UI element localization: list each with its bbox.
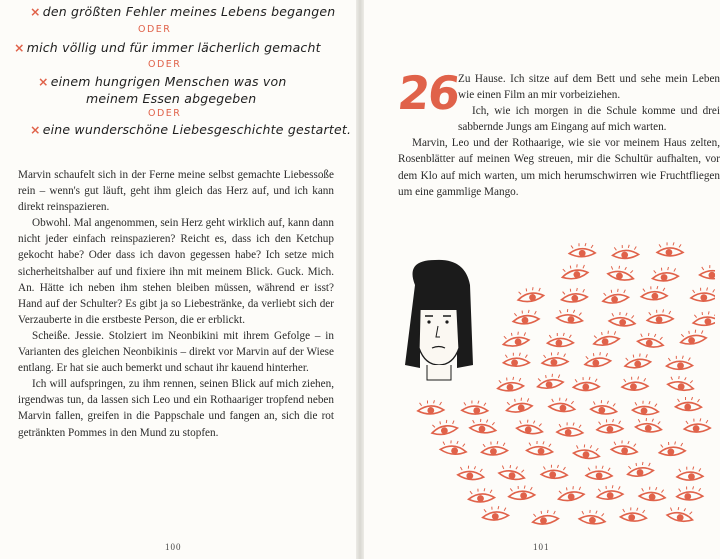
eye-icon [632,400,659,415]
paragraph: Scheiße. Jessie. Stolziert im Neonbikini mit ihrem Gefolge – in Varianten des gleichen Neonbikinis – direkt vor Marvin auf der Wiese entlang. Er hat sie auch bemerkt und schaut ihr kauend hinterher. [18,329,334,375]
eye-icon [601,287,629,304]
eye-icon [586,466,612,480]
eye-icon [639,486,666,501]
eye-icon [569,243,595,257]
handwritten-item-3-cont: meinem Essen abgegeben [86,91,257,106]
eye-icon [549,397,576,413]
eye-icon [677,466,703,480]
eye-icon [430,418,458,436]
eye-icon [440,439,467,455]
eye-icon [457,465,484,481]
handwritten-item-3: × einem hungrigen Menschen was von [38,74,287,89]
eye-icon [541,464,567,478]
eye-icon [560,287,587,303]
eye-icon [516,286,544,304]
oder-label: ODER [148,108,182,119]
eye-icon [667,374,695,392]
eye-icon [592,329,620,347]
eye-icon [468,488,495,503]
paragraph: Ich, wie ich morgen in die Schule komme und drei sabbernde Jungs am Eingang auf mich warten. [458,105,720,134]
illustration-eyes [365,240,715,540]
eye-icon [469,418,496,434]
oder-label: ODER [138,24,172,35]
page-number-left: 100 [165,542,182,552]
eye-icon [557,484,585,502]
eye-icon [547,333,573,347]
eye-icon [526,440,553,455]
handwritten-item-2: × mich völlig und für immer lächerlich gemacht [14,40,321,55]
eye-icon [657,242,683,256]
eye-icon [557,422,583,436]
eye-icon [666,505,694,523]
eye-icon [675,397,701,411]
book-gutter [356,0,364,559]
eye-icon [684,418,711,433]
bullet-x-icon: × [30,4,41,19]
eye-icon [692,310,715,326]
eye-icon [611,439,638,455]
eye-icon [691,287,715,301]
eye-icon [626,461,654,478]
eye-icon [623,352,651,370]
eye-icon [498,463,526,481]
eye-icon [536,372,564,390]
paragraph: Obwohl. Mal angenommen, sein Herz geht wirklich auf, kann dann nicht jeder einfach reinspazieren? Reicht es, dass ich den Ketchup gekocht habe? Oder dass ich davon gegessen habe? Ich setze mich sicherheitshalber auf und fixiere ihn mit meinem Blick. Guck. Mich. An. Hätte ich neben ihm stehen bleiben müssen, während er isst? Hand auf der Schulter? Es gibt ja so Liebestränke, da verliebt sich der Verzauberte in die erstbeste Person, die er erblickt. [18,217,334,326]
eye-icon [512,309,539,325]
page-number-right: 101 [533,542,550,552]
eye-icon [573,443,600,460]
eye-icon [607,264,635,282]
eye-icon [679,328,707,346]
eye-icon [609,311,636,327]
paragraph: Ich will aufspringen, zu ihm rennen, seinen Blick auf mich ziehen, irgendwas tun, da lassen sich Leo und ein Rothaariger tropfend neben Marvin fallen, greifen in die Pappschale und fangen an, sich die rot getränkten Pommes in den Mund zu stopfen. [18,378,334,439]
eye-icon [666,356,692,370]
eye-icon [641,286,667,300]
eye-icon [573,377,599,391]
eye-icon [620,507,647,522]
left-body-text [18,167,334,441]
eye-icon [497,376,524,392]
eye-icon [503,353,529,367]
eye-icon [596,484,623,500]
eye-icon [531,509,559,526]
eye-icon [622,376,648,390]
eye-icon [596,419,623,434]
girl-face-illustration [405,260,473,380]
oder-label: ODER [148,59,182,70]
eye-icon [505,396,533,414]
bullet-x-icon: × [30,122,41,137]
eye-icon [637,331,665,348]
paragraph: Marvin schaufelt sich in der Ferne meine selbst gemachte Liebessoße rein – wenn's gut läuft, geht ihm gleich das Herz auf, und ich kann direkt reinspazieren. [18,169,334,214]
handwritten-item-4: × eine wunderschöne Liebesgeschichte gestartet. [30,122,352,137]
eye-icon [677,486,703,500]
bullet-x-icon: × [14,40,25,55]
eye-icon [508,485,535,500]
paragraph: Marvin, Leo und der Rothaarige, wie sie vor meinem Haus zelten, Rosenblätter auf meinen Weg streuen, mir die Schultür aufhalten, vor dem Klo auf mich warten, um mich herumschwirren wie Fruchtfliegen um eine gammlige Mango. [398,137,720,198]
eye-icon [635,417,662,433]
eye-icon [647,309,674,324]
eye-icon [700,265,715,279]
eye-icon [612,244,638,258]
eye-icon [659,441,686,456]
eye-icon [482,505,509,521]
eye-icon [556,308,583,324]
eye-icon [560,263,588,281]
eye-icon [417,400,443,414]
eye-icon [516,418,544,435]
eye-icon [481,441,508,456]
chapter-number: 26 [395,66,461,120]
eye-icon [652,266,679,282]
eye-icon [502,330,530,348]
paragraph: Zu Hause. Ich sitze auf dem Bett und sehe mein Leben wie einen Film an mir vorbeiziehen. [458,73,720,102]
eye-icon [462,400,488,414]
eye-icon [584,351,612,368]
eye-icon [541,352,568,367]
bullet-x-icon: × [38,74,49,89]
eye-icon [579,509,606,525]
handwritten-item-1: × den größten Fehler meines Lebens begangen [30,4,336,19]
eye-icon [590,399,617,415]
